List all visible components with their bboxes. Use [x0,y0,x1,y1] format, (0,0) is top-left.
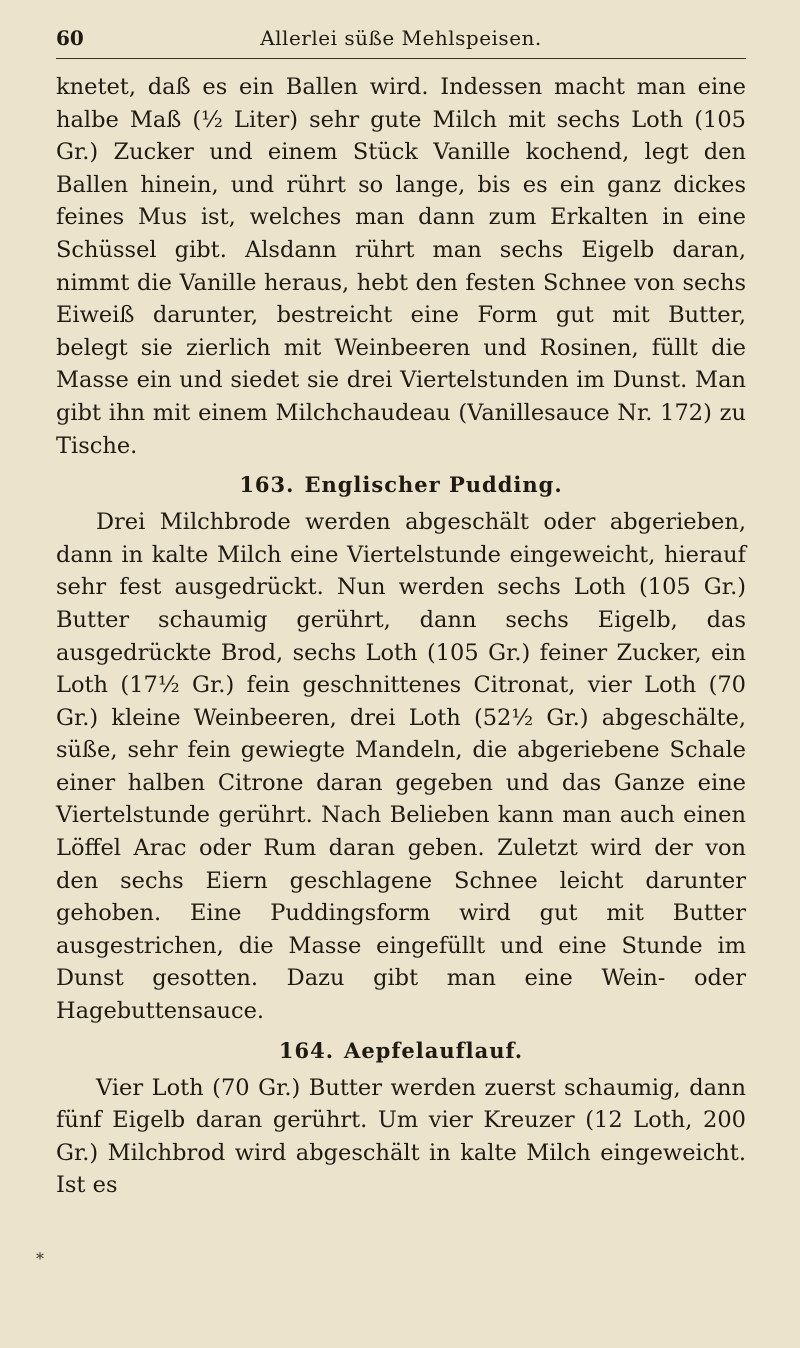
recipe-heading-164 [56,1036,746,1066]
running-title: Allerlei süße Mehlspeisen. [260,26,542,50]
recipe-number-163: 163. [239,472,295,498]
header-rule [56,58,746,59]
paragraph-continued: knetet, daß es ein Ballen wird. Indessen macht man eine halbe Maß (½ Liter) sehr gute Milch mit sechs Loth (105 Gr.) Zucker und einem Stück Vanille kochend, legt den Ballen hinein, und rührt so lange, bis es ein ganz dickes feines Mus ist, welches man dann zum Erkalten in eine Schüssel gibt. Alsdann rührt man sechs Eigelb daran, nimmt die Vanille heraus, hebt den festen Schnee von sechs Eiweiß darunter, bestreicht eine Form gut mit Butter, belegt sie zierlich mit Weinbeeren und Rosinen, füllt die Masse ein und siedet sie drei Viertelstunden im Dunst. Man gibt ihn mit einem Milchchaudeau (Vanillesauce Nr. 172) zu Tische. [56,74,746,459]
running-head [56,24,746,52]
recipe-number-164: 164. [278,1037,335,1063]
page-number: 60 [56,26,84,50]
recipe-title-163: Englischer Pudding. [304,472,563,498]
recipe-paragraph-163: Drei Milchbrode werden abgeschält oder abgerieben, dann in kalte Milch eine Viertelstunde eingeweicht, hierauf sehr fest ausgedrückt. Nun werden sechs Loth (105 Gr.) Butter schaumig gerührt, dann sechs Eigelb, das ausgedrückte Brod, sechs Loth (105 Gr.) feiner Zucker, ein Loth (17½ Gr.) fein geschnittenes Citronat, vier Loth (70 Gr.) kleine Weinbeeren, drei Loth (52½ Gr.) abgeschälte, süße, sehr fein gewiegte Mandeln, die abgeriebene Schale einer halben Citrone daran gegeben und das Ganze eine Viertelstunde gerührt. Nach Belieben kann man auch einen Löffel Arac oder Rum daran geben. Zuletzt wird der von den sechs Eiern geschlagene Schnee leicht darunter gehoben. Eine Puddingsform wird gut mit Butter ausgestrichen, die Masse eingefüllt und eine Stunde im Dunst gesotten. Dazu gibt man eine Wein- oder Hagebuttensauce. [56,509,746,1025]
recipe-heading-163 [56,470,746,500]
margin-mark: ⁎ [36,1244,44,1263]
recipe-title-164: Aepfelauflauf. [344,1037,524,1063]
recipe-paragraph-164: Vier Loth (70 Gr.) Butter werden zuerst schaumig, dann fünf Eigelb daran gerührt. Um vier Kreuzer (12 Loth, 200 Gr.) Milchbrod wird abgeschält in kalte Milch eingeweicht. Ist es [56,1074,746,1199]
